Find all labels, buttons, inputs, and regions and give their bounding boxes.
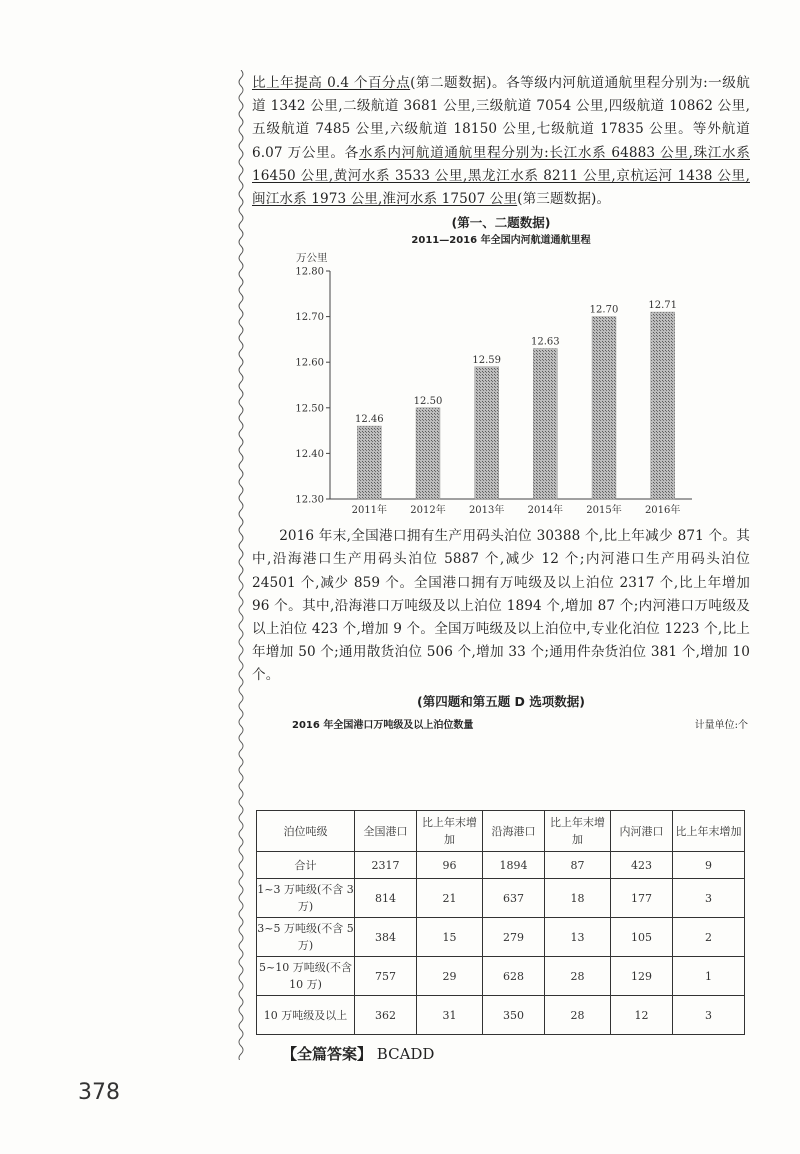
table-cell: 1~3 万吨级(不含 3 万) [257,879,355,918]
table-title: 2016 年全国港口万吨级及以上泊位数量 [292,719,474,731]
underlined-text: 比上年提高 0.4 个百分点 [252,75,411,91]
table-cell: 423 [611,852,673,879]
y-tick-label: 12.60 [295,357,324,369]
table-row [257,918,745,957]
table-cell: 177 [611,879,673,918]
answer-line [282,1043,434,1064]
bar-chart [252,249,750,517]
x-tick-label: 2016年 [644,505,681,517]
table-cell: 合计 [257,852,355,879]
underlined-text: 水系内河航道通航里程分别为:长江水系 64883 公里,珠江水系 16450 公里,黄河水系 3533 公里,黑龙江水系 8211 公里,京杭运河 1438 公里,闽江水系 1973 公里,淮河水系 17507 公里 [252,144,750,208]
table-header: 比上年末增加 [545,811,611,852]
bar [475,367,499,499]
paragraph-1 [252,72,750,211]
y-axis-label: 万公里 [296,252,328,265]
table-cell: 628 [483,957,545,996]
table-row [257,879,745,918]
chart-title: 2011—2016 年全国内河航道通航里程 [411,235,591,247]
table-header-row [257,811,745,852]
table-row [257,996,745,1035]
table-header: 比上年末增加 [673,811,745,852]
bar-value-label: 12.59 [472,354,501,366]
paragraph-text: (第三题数据)。 [517,191,611,208]
bar-value-label: 12.70 [589,304,619,316]
table-cell: 12 [611,996,673,1035]
bar-value-label: 12.50 [413,396,443,408]
x-tick-label: 2014年 [527,505,564,517]
table-cell: 2 [673,918,745,957]
table-cell: 129 [611,957,673,996]
table-cell: 3 [673,879,745,918]
answer-label: 【全篇答案】 [282,1045,373,1063]
bar-value-label: 12.71 [648,300,677,312]
table-caption: (第四题和第五题 D 选项数据) [416,693,585,709]
table-row [257,852,745,879]
table-cell: 637 [483,879,545,918]
table-header: 泊位吨级 [257,811,355,852]
table-cell: 350 [483,996,545,1035]
table-cell: 814 [355,879,417,918]
y-tick-label: 12.30 [295,494,324,506]
y-tick-label: 12.70 [295,312,324,324]
y-tick-label: 12.80 [295,266,324,278]
table-cell: 15 [417,918,483,957]
table-cell: 9 [673,852,745,879]
table-title-row [252,714,750,734]
bar-value-label: 12.46 [355,414,384,426]
main-content [252,72,750,734]
bar [592,317,616,499]
table-cell: 3~5 万吨级(不含 5 万) [257,918,355,957]
x-tick-label: 2012年 [410,505,446,517]
table-cell: 362 [355,996,417,1035]
table-cell: 1 [673,957,745,996]
table-header: 内河港口 [611,811,673,852]
table-cell: 87 [545,852,611,879]
chart-caption: (第一、二题数据) [451,215,551,231]
y-tick-label: 12.40 [295,449,324,461]
paragraph-2: 2016 年末,全国港口拥有生产用码头泊位 30388 个,比上年减少 871 个。其中,沿海港口生产用码头泊位 5887 个,减少 12 个;内河港口生产用码头泊位 24501 个,减少 859 个。全国港口拥有万吨级及以上泊位 2317 个,比上年增加 96 个。其中,沿海港口万吨级及以上泊位 1894 个,增加 87 个;内河港口万吨级及以上泊位 423 个,增加 9 个。全国万吨级及以上泊位中,专业化泊位 1223 个,比上年增加 50 个;通用散货泊位 506 个,增加 33 个;通用件杂货泊位 381 个,增加 10 个。 [252,528,750,684]
x-tick-label: 2015年 [586,505,622,517]
bar [651,312,675,499]
table-cell: 5~10 万吨级(不含 10 万) [257,957,355,996]
table-cell: 31 [417,996,483,1035]
x-tick-label: 2011年 [351,505,388,517]
table-cell: 28 [545,996,611,1035]
table-header: 比上年末增加 [417,811,483,852]
table-cell: 18 [545,879,611,918]
table-cell: 13 [545,918,611,957]
bar-value-label: 12.63 [531,336,560,348]
page-number: 378 [78,1080,120,1105]
bar [357,426,381,499]
page-wavy-border [237,70,245,1060]
table-cell: 2317 [355,852,417,879]
table-cell: 757 [355,957,417,996]
table-cell: 29 [417,957,483,996]
x-tick-label: 2013年 [468,505,505,517]
table-cell: 3 [673,996,745,1035]
table-cell: 105 [611,918,673,957]
table-cell: 21 [417,879,483,918]
table-unit: 计量单位:个 [694,719,748,731]
paragraph-text: (第二题数据)。各等级内河航道通航里程分别为:一级航道 1342 公里,二级航道 3681 公里,三级航道 7054 公里,四级航道 10862 公里,五级航道 7485 公里,六级航道 18150 公里,七级航道 17835 公里。等外航道 6.07 万公里。各 [252,75,750,161]
table-cell: 279 [483,918,545,957]
y-tick-label: 12.50 [295,403,324,415]
answer-value: BCADD [376,1045,435,1063]
table-cell: 384 [355,918,417,957]
table-cell: 96 [417,852,483,879]
bar [416,408,440,499]
table-header: 全国港口 [355,811,417,852]
table-header: 沿海港口 [483,811,545,852]
table-cell: 1894 [483,852,545,879]
bar [533,349,557,499]
table-cell: 10 万吨级及以上 [257,996,355,1035]
berth-table [256,810,745,1035]
table-row [257,957,745,996]
table-cell: 28 [545,957,611,996]
